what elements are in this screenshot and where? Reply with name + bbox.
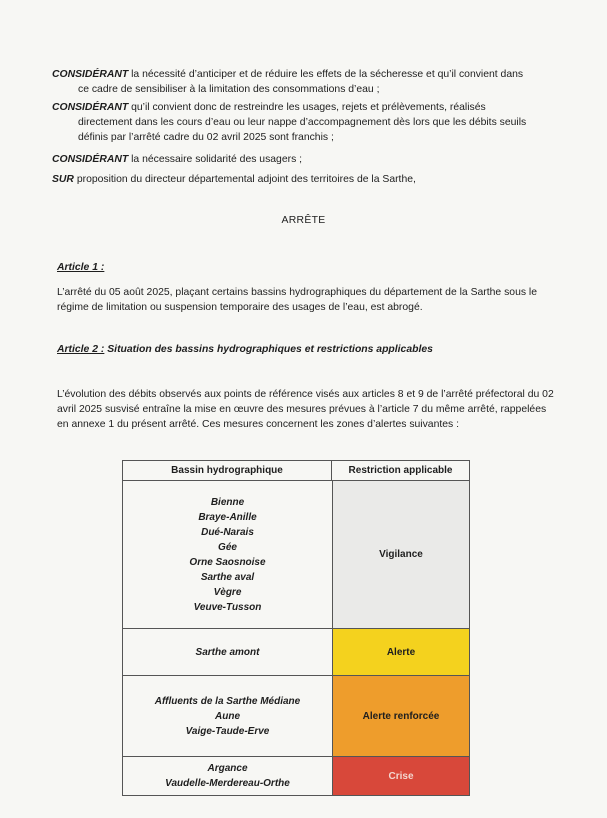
basin-name: Orne Saosnoise (189, 556, 266, 568)
considerant-text: définis par l’arrêté cadre du 02 avril 2025 sont franchis ; (78, 132, 334, 143)
sur-paragraph (52, 172, 552, 187)
restriction-cell-alerte (333, 629, 469, 675)
considerant-paragraph-1 (52, 67, 552, 97)
considerant-text: directement dans les cours d’eau ou leur nappe d’accompagnement dès lors que les débits seuils (78, 117, 527, 128)
considerant-keyword: CONSIDÉRANT (52, 154, 129, 165)
article-2-text: L’évolution des débits observés aux points de référence visés aux articles 8 et 9 de l’arrêté préfectoral du 02 avril 2025 susvisé entraîne la mise en œuvre des mesures prévues à l’article 7 du même arrêté, rappelées en annexe 1 du présent arrêté. Ces mesures concernent les zones d’alertes suivantes : (57, 389, 554, 430)
restriction-label: Vigilance (379, 549, 423, 560)
considerant-keyword: CONSIDÉRANT (52, 102, 129, 113)
restriction-label: Crise (388, 770, 414, 782)
basin-name: Braye-Anille (198, 511, 257, 523)
basin-name: Sarthe amont (195, 646, 260, 658)
considerant-text: ce cadre de sensibiliser à la limitation des consommations d’eau ; (78, 84, 380, 95)
considerant-paragraph-3 (52, 152, 552, 167)
restriction-label: Alerte renforcée (362, 710, 440, 722)
article-2-heading (57, 344, 433, 355)
table-row-basins (123, 481, 332, 628)
basin-name: Vaige-Taude-Erve (185, 725, 270, 737)
restriction-label: Alerte (386, 646, 416, 658)
table-row-basins (123, 629, 332, 675)
basin-name: Affluents de la Sarthe Médiane (154, 695, 301, 707)
considerant-text: qu’il convient donc de restreindre les usages, rejets et prélèvements, réalisés (128, 102, 486, 113)
considerant-text: la nécessaire solidarité des usagers ; (128, 154, 303, 165)
basin-name: Sarthe aval (200, 571, 255, 583)
restriction-cell-alerte-renforcee (333, 676, 469, 756)
article-2-label: Article 2 : (57, 344, 105, 355)
basin-name: Bienne (210, 496, 245, 508)
table-row-basins (123, 676, 332, 756)
sur-text: proposition du directeur départemental adjoint des territoires de la Sarthe, (73, 174, 416, 185)
basin-name: Vègre (213, 586, 242, 598)
table-header-restriction: Restriction applicable (332, 461, 469, 481)
decree-title: ARRÊTE (281, 215, 326, 226)
column-divider (332, 481, 333, 795)
restrictions-table (122, 460, 470, 796)
article-1-label: Article 1 : (57, 262, 105, 273)
article-2-subtitle: Situation des bassins hydrographiques et restrictions applicables (104, 344, 433, 355)
basin-name: Gée (218, 541, 237, 553)
table-header-basin: Bassin hydrographique (123, 461, 332, 481)
article-1-heading (57, 262, 104, 273)
basin-name: Dué-Narais (201, 526, 254, 538)
considerant-paragraph-2 (52, 100, 562, 145)
basin-name: Aune (215, 710, 240, 722)
restriction-cell-vigilance (333, 481, 469, 628)
table-row-basins (123, 757, 332, 795)
basin-name: Argance (207, 763, 248, 774)
sur-keyword: SUR (52, 174, 74, 185)
basin-name: Veuve-Tusson (193, 601, 262, 613)
basin-name: Vaudelle-Merdereau-Orthe (165, 778, 290, 789)
restriction-cell-crise (333, 757, 469, 795)
considerant-text: la nécessité d’anticiper et de réduire les effets de la sécheresse et qu’il convient dans (128, 69, 524, 80)
article-1-text: L’arrêté du 05 août 2025, plaçant certains bassins hydrographiques du département de la Sarthe sous le régime de limitation ou suspension temporaire des usages de l’eau, est abrogé. (57, 287, 538, 313)
considerant-keyword: CONSIDÉRANT (52, 69, 129, 80)
